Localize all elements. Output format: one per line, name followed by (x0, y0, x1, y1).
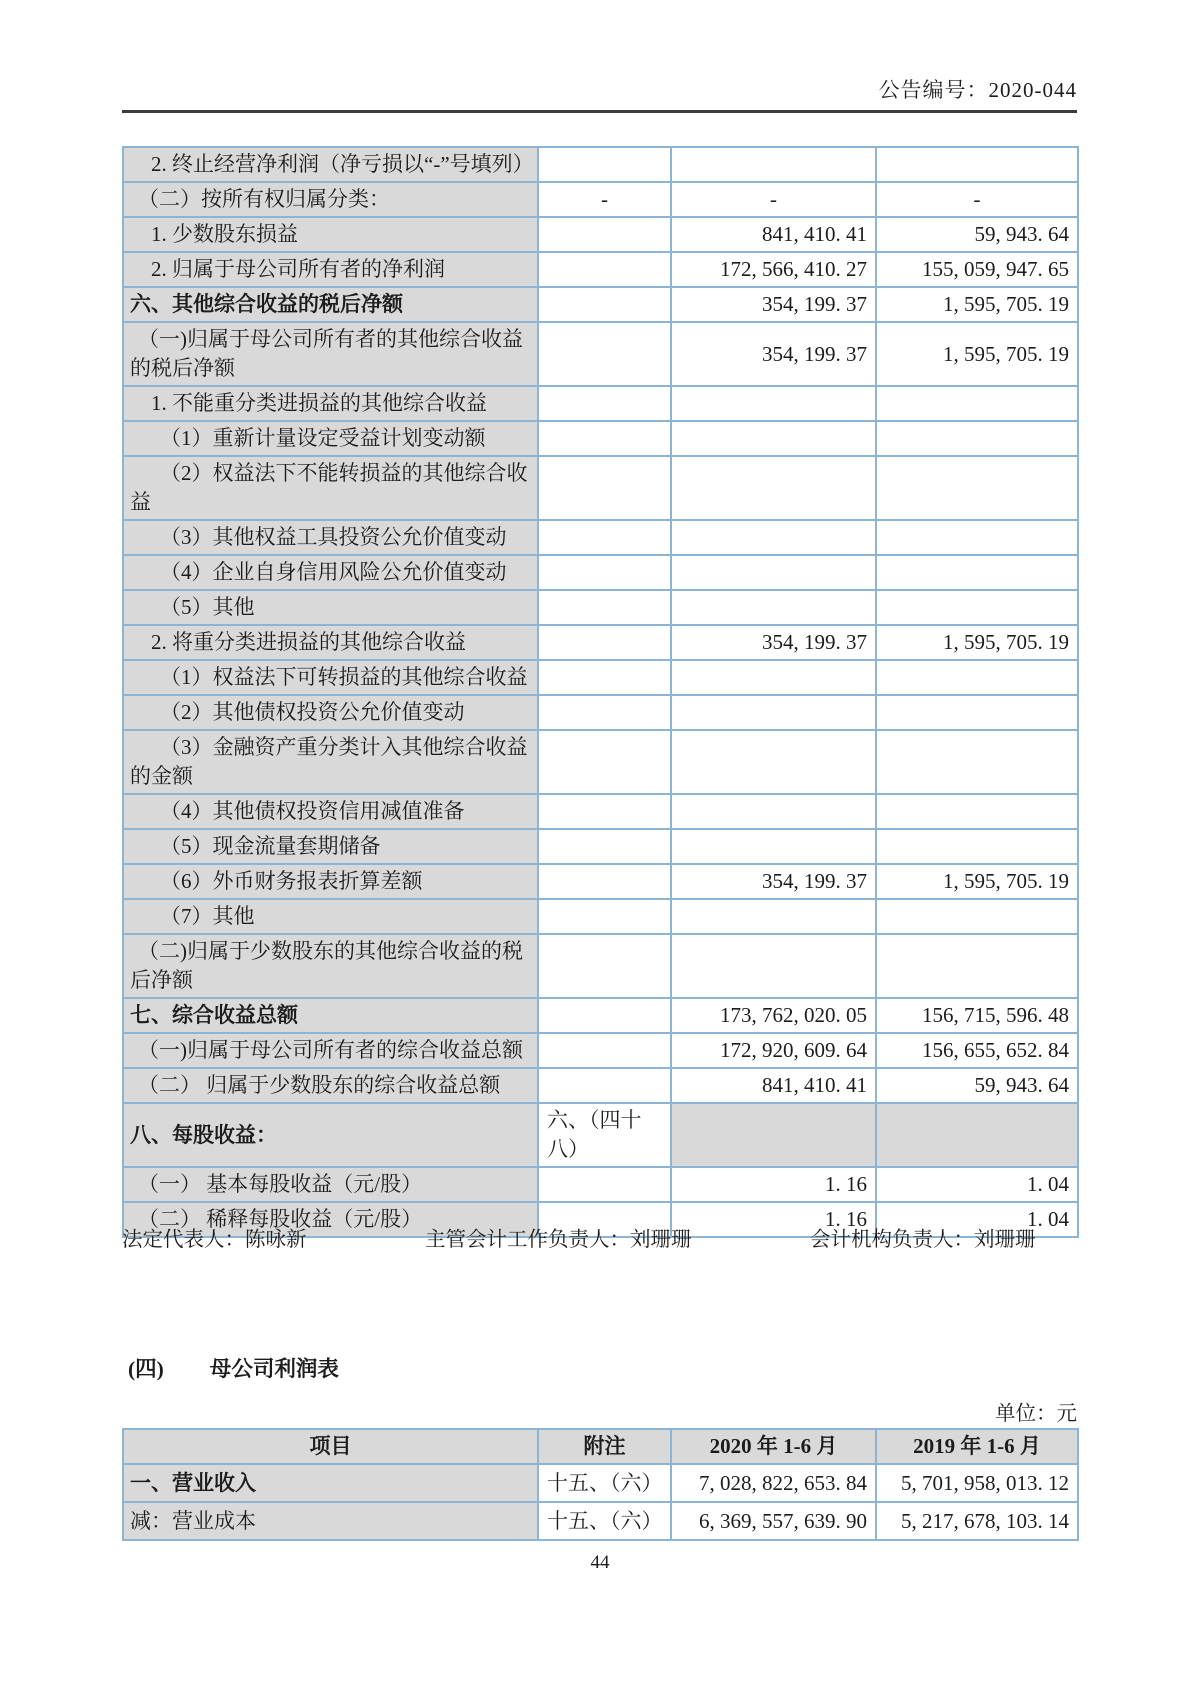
line-item-cell: （一)归属于母公司所有者的综合收益总额 (123, 1033, 538, 1068)
line-item-cell: 减：营业成本 (123, 1502, 538, 1540)
value-cell-2020 (671, 829, 876, 864)
table-row (123, 421, 1078, 456)
table-row (123, 287, 1078, 322)
note-cell (538, 456, 671, 520)
unit-label: 单位：元 (995, 1403, 1077, 1425)
line-item-cell: 六、其他综合收益的税后净额 (123, 287, 538, 322)
line-item-cell: （4）企业自身信用风险公允价值变动 (123, 555, 538, 590)
table-row (123, 590, 1078, 625)
legal-representative: 法定代表人：陈咏新 (122, 1229, 307, 1251)
accounting-head: 会计机构负责人：刘珊珊 (810, 1229, 1036, 1251)
value-cell-2020: 841, 410. 41 (671, 217, 876, 252)
note-cell (538, 590, 671, 625)
note-cell (538, 386, 671, 421)
table-row (123, 829, 1078, 864)
value-cell-2019: 1, 595, 705. 19 (876, 322, 1078, 386)
col-header-note: 附注 (538, 1429, 671, 1464)
value-cell-2020 (671, 899, 876, 934)
value-cell-2020 (671, 590, 876, 625)
table-row (123, 695, 1078, 730)
value-cell-2020: 6, 369, 557, 639. 90 (671, 1502, 876, 1540)
value-cell-2020 (671, 456, 876, 520)
note-cell: - (538, 182, 671, 217)
line-item-cell: 2. 终止经营净利润（净亏损以“-”号填列） (123, 147, 538, 182)
note-cell (538, 625, 671, 660)
parent-income-statement-table (122, 1428, 1079, 1541)
value-cell-2020 (671, 555, 876, 590)
value-cell-2019 (876, 456, 1078, 520)
table-row (123, 660, 1078, 695)
line-item-cell: 八、每股收益： (123, 1103, 538, 1167)
table-row (123, 1502, 1078, 1540)
value-cell-2020: 1. 16 (671, 1202, 876, 1237)
table-row (123, 386, 1078, 421)
line-item-cell: 一、营业收入 (123, 1464, 538, 1502)
table-row (123, 625, 1078, 660)
value-cell-2019 (876, 520, 1078, 555)
value-cell-2020: 354, 199. 37 (671, 287, 876, 322)
value-cell-2019 (876, 730, 1078, 794)
value-cell-2019: 155, 059, 947. 65 (876, 252, 1078, 287)
value-cell-2020 (671, 660, 876, 695)
value-cell-2020: 1. 16 (671, 1167, 876, 1202)
table-row (123, 182, 1078, 217)
value-cell-2019: 156, 715, 596. 48 (876, 998, 1078, 1033)
line-item-cell: （4）其他债权投资信用减值准备 (123, 794, 538, 829)
line-item-cell: 七、综合收益总额 (123, 998, 538, 1033)
line-item-cell: （二） 稀释每股收益（元/股） (123, 1202, 538, 1237)
table-row (123, 555, 1078, 590)
col-header-item: 项目 (123, 1429, 538, 1464)
line-item-cell: （7）其他 (123, 899, 538, 934)
line-item-cell: 2. 归属于母公司所有者的净利润 (123, 252, 538, 287)
value-cell-2020 (671, 147, 876, 182)
section-label: (四) (128, 1357, 164, 1381)
col-header-2019: 2019 年 1-6 月 (876, 1429, 1078, 1464)
note-cell (538, 217, 671, 252)
value-cell-2020 (671, 1103, 876, 1167)
value-cell-2019 (876, 695, 1078, 730)
table-row (123, 934, 1078, 998)
value-cell-2020 (671, 386, 876, 421)
value-cell-2019 (876, 147, 1078, 182)
value-cell-2019: 5, 217, 678, 103. 14 (876, 1502, 1078, 1540)
chief-accountant: 主管会计工作负责人：刘珊珊 (425, 1229, 692, 1251)
line-item-cell: 1. 少数股东损益 (123, 217, 538, 252)
value-cell-2020 (671, 520, 876, 555)
note-cell (538, 794, 671, 829)
table-row (123, 864, 1078, 899)
value-cell-2020 (671, 934, 876, 998)
table-row (123, 1103, 1078, 1167)
note-cell (538, 899, 671, 934)
line-item-cell: （5）其他 (123, 590, 538, 625)
value-cell-2020: 7, 028, 822, 653. 84 (671, 1464, 876, 1502)
line-item-cell: （1）重新计量设定受益计划变动额 (123, 421, 538, 456)
value-cell-2020 (671, 794, 876, 829)
line-item-cell: （一)归属于母公司所有者的其他综合收益的税后净额 (123, 322, 538, 386)
value-cell-2019: - (876, 182, 1078, 217)
value-cell-2019 (876, 386, 1078, 421)
note-cell (538, 730, 671, 794)
line-item-cell: （二）按所有权归属分类： (123, 182, 538, 217)
value-cell-2020: 172, 566, 410. 27 (671, 252, 876, 287)
value-cell-2019: 156, 655, 652. 84 (876, 1033, 1078, 1068)
note-cell (538, 322, 671, 386)
table-row (123, 794, 1078, 829)
line-item-cell: （2）权益法下不能转损益的其他综合收益 (123, 456, 538, 520)
value-cell-2019 (876, 794, 1078, 829)
section-title: 母公司利润表 (209, 1357, 339, 1381)
value-cell-2019: 5, 701, 958, 013. 12 (876, 1464, 1078, 1502)
table-row (123, 1033, 1078, 1068)
note-cell (538, 1167, 671, 1202)
value-cell-2019 (876, 590, 1078, 625)
line-item-cell: （一） 基本每股收益（元/股） (123, 1167, 538, 1202)
value-cell-2019: 1, 595, 705. 19 (876, 864, 1078, 899)
table-row (123, 730, 1078, 794)
note-cell (538, 998, 671, 1033)
value-cell-2019: 1. 04 (876, 1202, 1078, 1237)
line-item-cell: （二)归属于少数股东的其他综合收益的税后净额 (123, 934, 538, 998)
line-item-cell: 2. 将重分类进损益的其他综合收益 (123, 625, 538, 660)
value-cell-2019: 1. 04 (876, 1167, 1078, 1202)
line-item-cell: 1. 不能重分类进损益的其他综合收益 (123, 386, 538, 421)
note-cell: 十五、（六） (538, 1502, 671, 1540)
note-cell (538, 555, 671, 590)
note-cell: 六、（四十八） (538, 1103, 671, 1167)
consolidated-income-statement-table (122, 146, 1079, 1238)
section-heading (128, 1352, 339, 1383)
note-cell (538, 252, 671, 287)
table-row (123, 998, 1078, 1033)
value-cell-2020: 841, 410. 41 (671, 1068, 876, 1103)
value-cell-2020 (671, 695, 876, 730)
signature-line (122, 1222, 1132, 1252)
table-row (123, 1068, 1078, 1103)
table-row (123, 899, 1078, 934)
value-cell-2019 (876, 421, 1078, 456)
value-cell-2019: 59, 943. 64 (876, 1068, 1078, 1103)
page-number: 44 (590, 1552, 610, 1573)
table-row (123, 520, 1078, 555)
table-row (123, 1464, 1078, 1502)
table-header-row (123, 1429, 1078, 1464)
note-cell (538, 934, 671, 998)
note-cell (538, 287, 671, 322)
notice-number: 公告编号：2020-044 (878, 78, 1077, 102)
table-row (123, 147, 1078, 182)
table-row (123, 1167, 1078, 1202)
value-cell-2019 (876, 934, 1078, 998)
line-item-cell: （3）其他权益工具投资公允价值变动 (123, 520, 538, 555)
line-item-cell: （二） 归属于少数股东的综合收益总额 (123, 1068, 538, 1103)
note-cell (538, 421, 671, 456)
value-cell-2019: 59, 943. 64 (876, 217, 1078, 252)
col-header-2020: 2020 年 1-6 月 (671, 1429, 876, 1464)
value-cell-2019 (876, 899, 1078, 934)
value-cell-2019 (876, 660, 1078, 695)
note-cell: 十五、（六） (538, 1464, 671, 1502)
value-cell-2020: 354, 199. 37 (671, 322, 876, 386)
line-item-cell: （3）金融资产重分类计入其他综合收益的金额 (123, 730, 538, 794)
table-row (123, 217, 1078, 252)
value-cell-2019: 1, 595, 705. 19 (876, 287, 1078, 322)
value-cell-2020: 173, 762, 020. 05 (671, 998, 876, 1033)
table-row (123, 456, 1078, 520)
note-cell (538, 1033, 671, 1068)
line-item-cell: （5）现金流量套期储备 (123, 829, 538, 864)
note-cell (538, 864, 671, 899)
note-cell (538, 829, 671, 864)
table-row (123, 252, 1078, 287)
header-rule (122, 110, 1077, 113)
value-cell-2019 (876, 555, 1078, 590)
value-cell-2019: 1, 595, 705. 19 (876, 625, 1078, 660)
line-item-cell: （1）权益法下可转损益的其他综合收益 (123, 660, 538, 695)
note-cell (538, 520, 671, 555)
line-item-cell: （2）其他债权投资公允价值变动 (123, 695, 538, 730)
line-item-cell: （6）外币财务报表折算差额 (123, 864, 538, 899)
note-cell (538, 1068, 671, 1103)
value-cell-2020 (671, 421, 876, 456)
value-cell-2020: - (671, 182, 876, 217)
value-cell-2020: 354, 199. 37 (671, 864, 876, 899)
value-cell-2020: 354, 199. 37 (671, 625, 876, 660)
table-row (123, 322, 1078, 386)
value-cell-2019 (876, 829, 1078, 864)
note-cell (538, 147, 671, 182)
note-cell (538, 695, 671, 730)
note-cell (538, 660, 671, 695)
value-cell-2019 (876, 1103, 1078, 1167)
value-cell-2020: 172, 920, 609. 64 (671, 1033, 876, 1068)
value-cell-2020 (671, 730, 876, 794)
